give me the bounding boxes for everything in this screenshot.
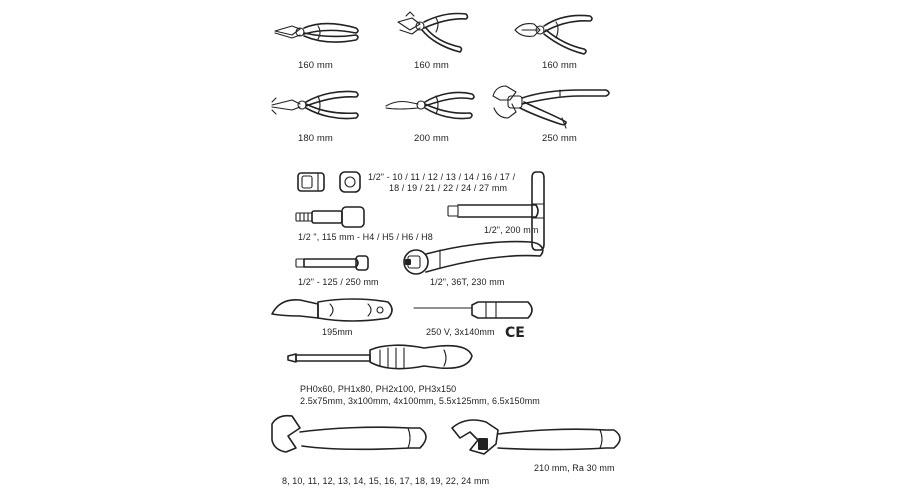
extension-bar-sizes: 1/2" - 125 / 250 mm [298,277,379,287]
ratchet-spec: 1/2", 36T, 230 mm [430,277,505,287]
voltage-tester-spec: 250 V, 3x140mm [426,327,495,337]
combination-pliers-icon [275,24,358,43]
water-pump-pliers-size: 250 mm [542,133,577,144]
side-cutters-icon [515,15,592,54]
long-nose-pliers-icon [272,91,358,118]
hex-bit-socket-icon [296,207,364,227]
t-handle-size: 1/2", 200 mm [484,225,539,235]
ratchet-handle-icon [404,242,543,274]
stripping-pliers-size: 160 mm [414,60,449,71]
long-nose-pliers-size: 180 mm [298,133,333,144]
ce-mark-text: CE [505,325,525,341]
adjustable-wrench-spec: 210 mm, Ra 30 mm [534,463,615,473]
screwdriver-phillips-sizes: PH0x60, PH1x80, PH2x100, PH3x150 [300,384,457,394]
extension-bar-icon [296,256,368,270]
combination-pliers-size: 160 mm [298,60,333,71]
screwdriver-slotted-sizes: 2.5x75mm, 3x100mm, 4x100mm, 5.5x125mm, 6.5x150mm [300,396,540,406]
screwdriver-icon [288,345,472,368]
voltage-tester-icon [414,302,532,318]
adjustable-wrench-icon [452,420,620,454]
bent-nose-pliers-size: 200 mm [414,133,449,144]
open-end-wrench-sizes: 8, 10, 11, 12, 13, 14, 15, 16, 17, 18, 19, 22, 24 mm [282,476,490,486]
hex-bit-sizes: 1/2 ", 115 mm - H4 / H5 / H6 / H8 [298,232,433,242]
ce-mark-icon [505,325,525,341]
socket-sizes-line2: 18 / 19 / 21 / 22 / 24 / 27 mm [389,183,508,193]
stripping-pliers-icon [398,12,468,52]
water-pump-pliers-icon [493,86,609,128]
socket-sizes-line1: 1/2" - 10 / 11 / 12 / 13 / 14 / 16 / 17 / [368,172,516,182]
bent-nose-pliers-icon [386,92,474,118]
cable-knife-size: 195mm [322,327,353,337]
socket-set-icon [298,172,360,192]
open-end-wrench-icon [272,416,426,452]
side-cutters-size: 160 mm [542,60,577,71]
cable-knife-icon [272,299,392,321]
